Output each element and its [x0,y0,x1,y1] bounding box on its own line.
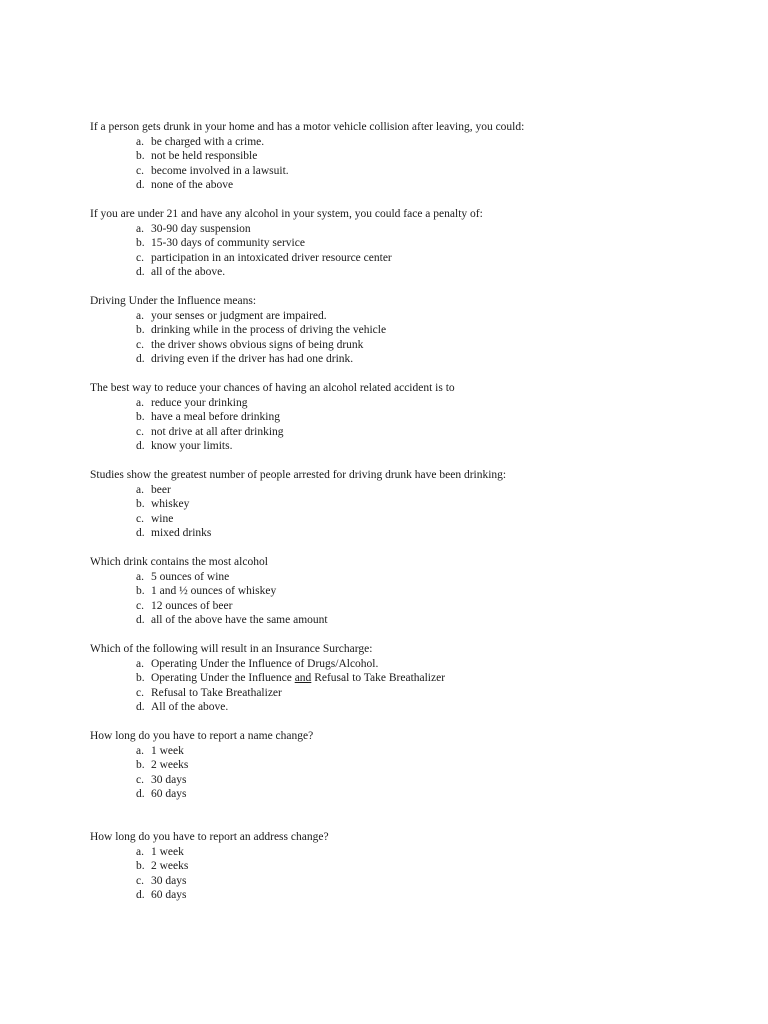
option-text: All of the above. [151,701,229,713]
option-letter: a. [136,483,144,496]
option-text: 1 and ½ ounces of whiskey [151,585,277,597]
question-text: How long do you have to report a name change? [90,730,314,742]
option-text: beer [151,483,171,496]
answer-option-d [90,888,750,903]
answer-option-c [90,874,750,889]
option-text-before: Operating Under the Influence [151,672,295,684]
answer-option-a [90,845,750,860]
question-text: How long do you have to report an address change? [90,831,329,843]
answer-options [90,483,750,541]
answer-option-d [90,787,750,802]
option-text: driving even if the driver has had one drink. [151,353,354,365]
answer-option-c [90,164,750,179]
option-letter: a. [136,222,144,235]
answer-options [90,570,750,628]
answer-option-d [90,526,750,541]
option-text: none of the above [151,179,234,191]
option-letter: d. [136,440,145,452]
answer-option-b [90,758,750,773]
answer-option-c [90,425,750,440]
question-text: Which drink contains the most alcohol [90,556,268,568]
answer-options [90,845,750,903]
answer-option-d [90,613,750,628]
answer-option-c [90,251,750,266]
option-text: wine [151,512,174,525]
question-8 [90,729,750,802]
option-text: 60 days [151,788,187,800]
option-text: not be held responsible [151,150,258,162]
question-4 [90,381,750,454]
option-text: 1 week [151,845,184,858]
option-text: drinking while in the process of driving the vehicle [151,324,387,336]
option-text: 30 days [151,773,187,786]
option-text: whiskey [151,498,190,510]
option-text: participation in an intoxicated driver resource center [151,251,392,264]
answer-options [90,309,750,367]
option-letter: d. [136,788,145,800]
answer-option-b [90,859,750,874]
option-text: 1 week [151,744,184,757]
option-letter: b. [136,860,145,872]
option-letter: b. [136,585,145,597]
option-letter: d. [136,614,145,626]
option-text: be charged with a crime. [151,135,265,148]
option-text: 2 weeks [151,860,189,872]
answer-option-b [90,671,750,686]
option-letter: b. [136,237,145,249]
answer-option-d [90,700,750,715]
option-text-after: Refusal to Take Breathalizer [311,672,446,684]
option-letter: b. [136,411,145,423]
answer-option-a [90,657,750,672]
answer-option-b [90,584,750,599]
answer-option-a [90,744,750,759]
answer-option-b [90,410,750,425]
option-text: 30-90 day suspension [151,222,251,235]
option-letter: c. [136,164,144,177]
answer-option-a [90,135,750,150]
answer-option-c [90,512,750,527]
option-text: 2 weeks [151,759,189,771]
option-letter: c. [136,251,144,264]
answer-option-a [90,396,750,411]
option-text: 15-30 days of community service [151,237,305,249]
question-6 [90,555,750,628]
answer-options [90,135,750,193]
option-letter: c. [136,425,144,438]
answer-option-d [90,439,750,454]
answer-option-c [90,338,750,353]
answer-option-b [90,149,750,164]
option-text: have a meal before drinking [151,411,280,423]
question-text: Which of the following will result in an Insurance Surcharge: [90,643,373,655]
option-text: your senses or judgment are impaired. [151,309,327,322]
option-letter: a. [136,744,144,757]
option-text: 5 ounces of wine [151,570,230,583]
answer-option-a [90,222,750,237]
answer-options [90,222,750,280]
option-text: all of the above have the same amount [151,614,328,626]
option-text: the driver shows obvious signs of being drunk [151,338,364,351]
answer-option-b [90,323,750,338]
answer-option-a [90,570,750,585]
option-letter: c. [136,338,144,351]
option-text: 60 days [151,889,187,901]
option-text [151,672,445,684]
option-letter: a. [136,657,144,670]
option-letter: c. [136,599,144,612]
question-text: Studies show the greatest number of people arrested for driving drunk have been drinking: [90,469,507,481]
option-letter: d. [136,179,145,191]
option-letter: b. [136,759,145,771]
question-7 [90,642,750,715]
option-text: reduce your drinking [151,396,248,409]
answer-option-b [90,497,750,512]
option-letter: b. [136,150,145,162]
answer-option-b [90,236,750,251]
option-letter: d. [136,353,145,365]
option-text: not drive at all after drinking [151,425,284,438]
option-letter: d. [136,889,145,901]
option-text: all of the above. [151,266,226,278]
option-text: Refusal to Take Breathalizer [151,686,282,699]
answer-options [90,396,750,454]
answer-option-a [90,309,750,324]
option-letter: d. [136,527,145,539]
answer-options [90,744,750,802]
answer-option-d [90,265,750,280]
question-text: If you are under 21 and have any alcohol in your system, you could face a penalty of: [90,208,483,220]
option-letter: a. [136,396,144,409]
answer-option-a [90,483,750,498]
option-letter: a. [136,845,144,858]
option-letter: b. [136,498,145,510]
option-letter: c. [136,512,144,525]
option-text: know your limits. [151,440,233,452]
answer-option-c [90,599,750,614]
answer-option-c [90,773,750,788]
option-text: Operating Under the Influence of Drugs/Alcohol. [151,657,379,670]
question-1 [90,120,750,193]
option-letter: c. [136,773,144,786]
option-text: mixed drinks [151,527,212,539]
question-9 [90,830,750,903]
option-text: become involved in a lawsuit. [151,164,289,177]
option-letter: b. [136,324,145,336]
option-letter: c. [136,686,144,699]
question-5 [90,468,750,541]
option-letter: a. [136,570,144,583]
question-text: The best way to reduce your chances of having an alcohol related accident is to [90,382,455,394]
question-2 [90,207,750,280]
answer-option-d [90,352,750,367]
option-letter: d. [136,701,145,713]
option-letter: b. [136,672,145,684]
option-text-underlined: and [294,672,312,684]
option-letter: a. [136,309,144,322]
answer-options [90,657,750,715]
question-3 [90,294,750,367]
option-letter: a. [136,135,144,148]
option-letter: c. [136,874,144,887]
answer-option-d [90,178,750,193]
answer-option-c [90,686,750,701]
option-text: 12 ounces of beer [151,599,233,612]
question-text: Driving Under the Influence means: [90,295,257,307]
question-text: If a person gets drunk in your home and has a motor vehicle collision after leaving, you could: [90,121,525,133]
option-letter: d. [136,266,145,278]
option-text: 30 days [151,874,187,887]
